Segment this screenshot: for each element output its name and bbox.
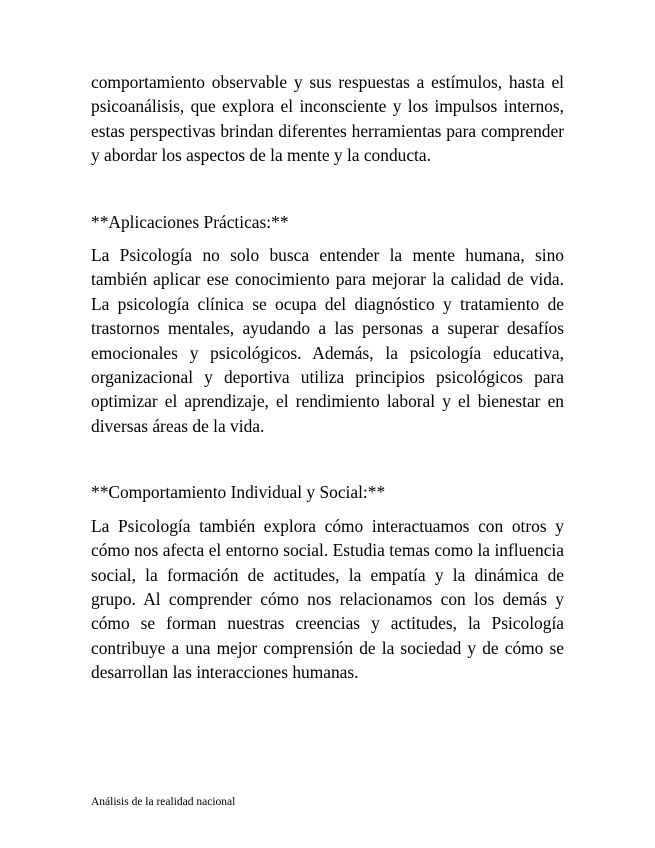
section-heading-applications: **Aplicaciones Prácticas:** — [91, 211, 289, 232]
section-heading-behavior: **Comportamiento Individual y Social:** — [91, 482, 386, 503]
paragraph-intro-continuation: comportamiento observable y sus respuestas a estímulos, hasta el psicoanálisis, que explora el inconsciente y los impulsos internos, estas perspectivas brindan diferentes herramientas para comprender y abordar los aspectos de la mente y la conducta. — [91, 72, 564, 166]
document-page — [91, 70, 564, 685]
page-footer: Análisis de la realidad nacional — [91, 796, 236, 808]
paragraph-behavior: La Psicología también explora cómo interactuamos con otros y cómo nos afecta el entorno social. Estudia temas como la influencia social, la formación de actitudes, la empatía y la dinámica de grupo. Al comprender cómo nos relacionamos con los demás y cómo se forman nuestras creencias y actitudes, la Psicología contribuye a una mejor comprensión de la sociedad y de cómo se desarrollan las interacciones humanas. — [91, 515, 564, 683]
paragraph-applications: La Psicología no solo busca entender la mente humana, sino también aplicar ese conocimiento para mejorar la calidad de vida. La psicología clínica se ocupa del diagnóstico y tratamiento de trastornos mentales, ayudando a las personas a superar desafíos emocionales y psicológicos. Además, la psicología educativa, organizacional y deportiva utiliza principios psicológicos para optimizar el aprendizaje, el rendimiento laboral y el bienestar en diversas áreas de la vida. — [91, 245, 564, 436]
